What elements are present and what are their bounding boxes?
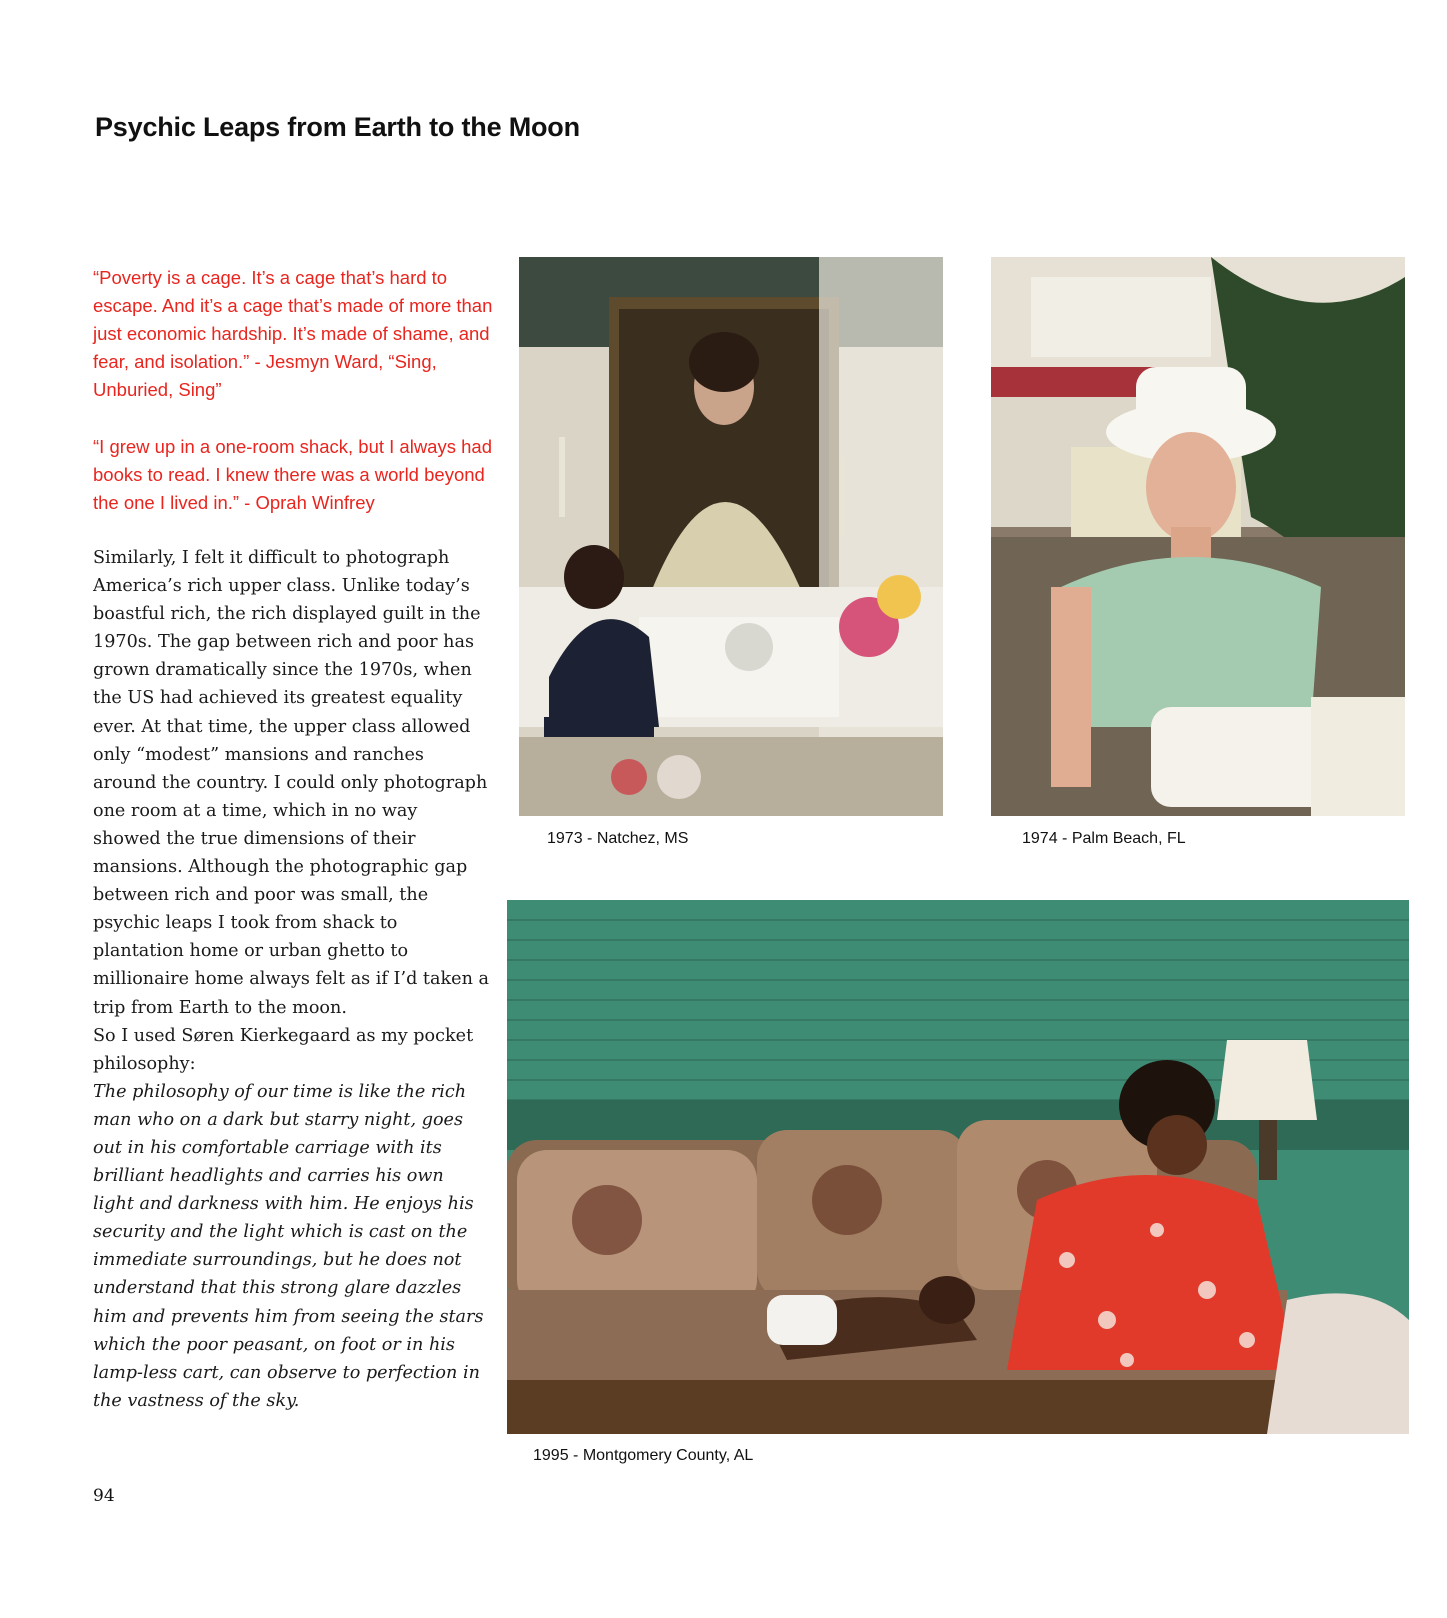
woman-beside-portrait-photo xyxy=(519,257,943,816)
epigraph-quote-winfrey: “I grew up in a one-room shack, but I always had books to read. I knew there was a world beyond the one I lived in.” - Oprah Winfrey xyxy=(93,436,492,513)
kierkegaard-quote: The philosophy of our time is like the rich man who on a dark but starry night, goes out in his comfortable carriage with its brilliant headlights and carries his own light and darkness with him. He enjoys his security and the light which is cast on the immediate surroundings, but he does not understand that this strong glare dazzles him and prevents him from seeing the stars which the poor peasant, on foot or in his lamp-less cart, can observe to perfection in the vastness of the sky. xyxy=(93,1081,484,1411)
page-number: 94 xyxy=(93,1486,115,1506)
woman-in-white-hat-photo xyxy=(991,257,1405,816)
body-paragraph: Similarly, I felt it difficult to photograph America’s rich upper class. Unlike today’s boastful rich, the rich displayed guilt in the 1970s. The gap between rich and poor has grown dramatically since the 1970s, when the US had achieved its greatest equality ever. At that time, the upper class allowed only “modest” mansions and ranches around the country. I could only photograph one room at a time, which in no way showed the true dimensions of their mansions. Although the photographic gap between rich and poor was small, the psychic leaps I took from shack to plantation home or urban ghetto to millionaire home always felt as if I’d taken a trip from Earth to the moon. xyxy=(93,548,489,1018)
caption-palm-beach: 1974 - Palm Beach, FL xyxy=(1022,830,1186,847)
caption-natchez: 1973 - Natchez, MS xyxy=(547,830,689,847)
body-intro: So I used Søren Kierkegaard as my pocket philosophy: xyxy=(93,1025,474,1074)
woman-and-child-on-sofa-photo xyxy=(507,900,1409,1434)
page-title: Psychic Leaps from Earth to the Moon xyxy=(95,112,580,142)
body-text xyxy=(93,544,489,1415)
epigraph-quote-ward: “Poverty is a cage. It’s a cage that’s hard to escape. And it’s a cage that’s made of more than just economic hardship. It’s made of shame, and fear, and isolation.” - Jesmyn Ward, “Sing, Unburied, Sing” xyxy=(93,267,493,400)
caption-montgomery: 1995 - Montgomery County, AL xyxy=(533,1447,754,1464)
